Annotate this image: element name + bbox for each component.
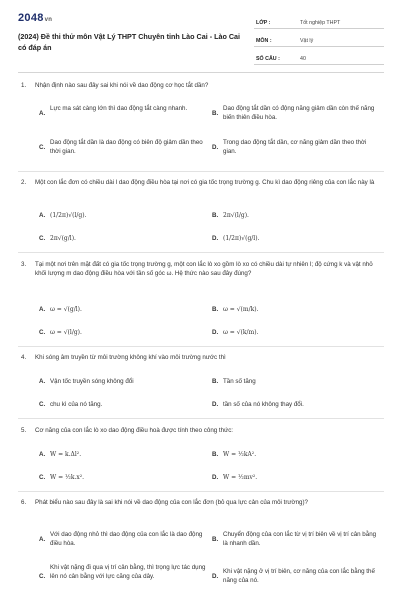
meta-row-subject bbox=[254, 34, 384, 47]
question-number: 6. bbox=[21, 499, 27, 506]
option-text: ω = √(g/l). bbox=[50, 306, 82, 313]
option-text: Khi vật nặng đi qua vị trí cân bằng, thì trọng lực tác dụng lên nó cân bằng với lực căng của dây. bbox=[50, 564, 206, 580]
question-number: 1. bbox=[21, 82, 27, 89]
question-divider bbox=[18, 252, 384, 253]
option-letter: A. bbox=[39, 306, 46, 313]
option-letter: C. bbox=[39, 401, 46, 408]
question-text: Phát biểu nào sau đây là sai khi nói về dao động của con lắc đơn (bỏ qua lực cản của môi trường)? bbox=[35, 499, 309, 506]
meta-key: LỚP : bbox=[256, 20, 271, 26]
option-text: W = ½kA². bbox=[223, 451, 257, 458]
logo-text: 2048 bbox=[18, 12, 44, 24]
option-text: Khi vật nặng ở vị trí biên, cơ năng của con lắc bằng thế năng của nó. bbox=[223, 568, 375, 584]
question-number: 3. bbox=[21, 261, 27, 268]
option-text: W = k.Δl². bbox=[50, 451, 82, 458]
question-number: 2. bbox=[21, 179, 27, 186]
option-letter: B. bbox=[212, 451, 219, 458]
option-letter: D. bbox=[212, 401, 219, 408]
option-letter: D. bbox=[212, 573, 219, 580]
meta-row-count bbox=[254, 52, 384, 65]
option-letter: C. bbox=[39, 329, 46, 336]
meta-key: MÔN : bbox=[256, 38, 272, 44]
option-letter: D. bbox=[212, 329, 219, 336]
option-letter: B. bbox=[212, 212, 219, 219]
header-divider bbox=[18, 72, 384, 73]
option-text: 2π√(g/l). bbox=[50, 235, 76, 242]
option-text: (1/2π)√(l/g). bbox=[50, 212, 87, 219]
option-text: ω = √(k/m). bbox=[223, 329, 259, 336]
option-text: ω = √(l/g). bbox=[50, 329, 82, 336]
option-letter: D. bbox=[212, 474, 219, 481]
exam-meta bbox=[254, 16, 384, 65]
option-letter: D. bbox=[212, 235, 219, 242]
option-letter: B. bbox=[212, 536, 219, 543]
option-letter: B. bbox=[212, 306, 219, 313]
option-text: tần số của nó không thay đổi. bbox=[223, 401, 304, 408]
meta-key: SỐ CÂU : bbox=[256, 56, 280, 62]
page-header bbox=[18, 12, 384, 66]
question-text: Một con lắc đơn có chiều dài l dao động điều hòa tại nơi có gia tốc trọng trường g. Chu kì dao động riêng của con lắc này là bbox=[35, 179, 375, 186]
option-letter: C. bbox=[39, 474, 46, 481]
option-letter: B. bbox=[212, 110, 219, 117]
question-number: 5. bbox=[21, 427, 27, 434]
meta-value: Tốt nghiệp THPT bbox=[300, 20, 341, 26]
question-text: Khi sóng âm truyền từ môi trường không khí vào môi trường nước thì bbox=[35, 354, 226, 361]
option-letter: A. bbox=[39, 212, 46, 219]
option-letter: A. bbox=[39, 378, 46, 385]
option-text: (1/2π)√(g/l). bbox=[223, 235, 260, 242]
meta-row-class bbox=[254, 16, 384, 29]
question-text: Tại một nơi trên mặt đất có gia tốc trọng trường g, một con lắc lò xo gồm lò xo có chiều dài tự nhiên l; độ cứng k và vật nhỏ khối lượng m dao động điều hòa với tần số góc ω. Hệ thức nào sau đây đúng? bbox=[35, 261, 373, 277]
option-text: chu kì của nó tăng. bbox=[50, 401, 103, 408]
option-text: ω = √(m/k). bbox=[223, 306, 259, 313]
option-letter: C. bbox=[39, 144, 46, 151]
question-divider bbox=[18, 491, 384, 492]
option-letter: A. bbox=[39, 110, 46, 117]
question-divider bbox=[18, 418, 384, 419]
option-letter: A. bbox=[39, 451, 46, 458]
option-text: Tần số tăng bbox=[223, 378, 256, 385]
option-text: 2π√(l/g). bbox=[223, 212, 249, 219]
option-text: Trong dao động tắt dần, cơ năng giảm dần theo thời gian. bbox=[223, 139, 367, 155]
site-logo[interactable] bbox=[18, 12, 52, 24]
page-title: (2024) Đề thi thử môn Vật Lý THPT Chuyên tỉnh Lào Cai - Lào Cai có đáp án bbox=[18, 32, 241, 52]
option-text: Dao động tắt dần có động năng giảm dần còn thế năng biến thiên điều hòa. bbox=[223, 105, 375, 121]
option-text: Lực ma sát càng lớn thì dao động tắt càng nhanh. bbox=[50, 105, 188, 112]
option-text: Dao động tắt dần là dao động có biên độ giảm dần theo thời gian. bbox=[50, 139, 203, 155]
option-letter: B. bbox=[212, 378, 219, 385]
option-letter: C. bbox=[39, 235, 46, 242]
meta-value: 40 bbox=[300, 56, 306, 62]
option-letter: A. bbox=[39, 536, 46, 543]
question-text: Nhận định nào sau đây sai khi nói về dao động cơ học tắt dần? bbox=[35, 82, 209, 89]
question-divider bbox=[18, 346, 384, 347]
logo-suffix: vn bbox=[44, 17, 53, 23]
option-text: W = ½k.x². bbox=[50, 474, 85, 481]
question-text: Cơ năng của con lắc lò xo dao động điều hoà được tính theo công thức: bbox=[35, 427, 234, 434]
option-text: Vận tốc truyền sóng không đổi bbox=[50, 378, 134, 385]
option-text: Với dao động nhỏ thì dao động của con lắc là dao động điều hòa. bbox=[50, 531, 203, 547]
question-number: 4. bbox=[21, 354, 27, 361]
question-divider bbox=[18, 171, 384, 172]
option-text: Chuyển động của con lắc từ vị trí biên về vị trí cân bằng là nhanh dần. bbox=[223, 531, 377, 547]
option-text: W = ½mv². bbox=[223, 474, 258, 481]
option-letter: C. bbox=[39, 573, 46, 580]
option-letter: D. bbox=[212, 144, 219, 151]
meta-value: Vật lý bbox=[300, 38, 314, 44]
